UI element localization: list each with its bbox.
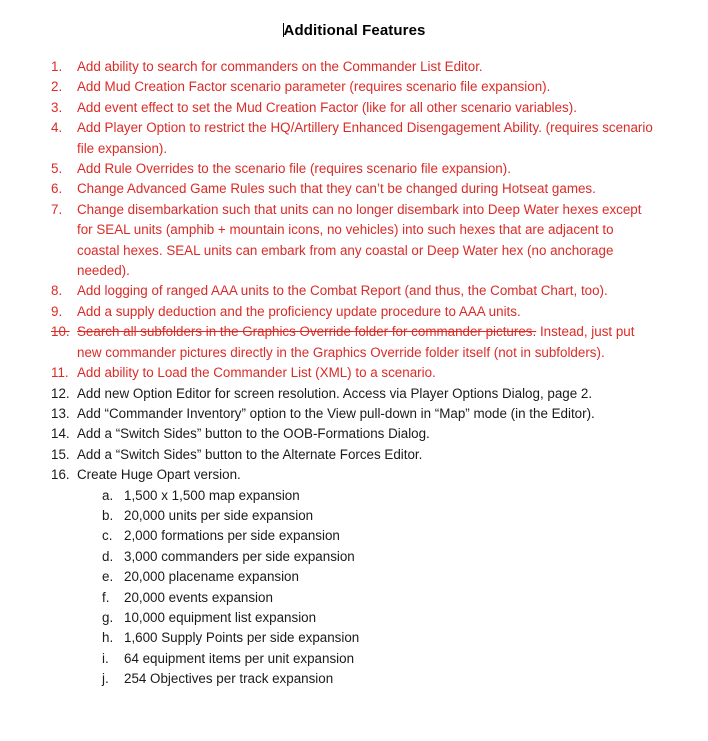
sub-list-item-marker: j. [102,671,109,687]
sub-list-item-text: 10,000 equipment list expansion [124,609,317,625]
sub-list-item-marker: b. [102,507,114,523]
list-item-marker: 4. [51,120,63,136]
list-item [0,363,708,383]
list-item-marker: 5. [51,161,63,177]
sub-list-item-marker: i. [102,650,109,666]
list-item-text: Add logging of ranged AAA units to the Combat Report (and thus, the Combat Chart, too). [77,283,608,299]
sub-list-item-text: 3,000 commanders per side expansion [124,548,355,564]
sub-list-item-text: 20,000 placename expansion [124,569,299,585]
list-item [0,118,708,159]
list-item [0,384,708,404]
list-item-text: Add new Option Editor for screen resolution. Access via Player Options Dialog, page 2. [77,385,593,401]
struck-text: Search all subfolders in the Graphics Override folder for commander pictures. [77,324,537,340]
list-item [0,424,708,444]
list-item-marker: 10. [51,324,70,340]
list-item-marker: 7. [51,201,63,217]
list-item-marker: 2. [51,79,63,95]
list-item [0,57,708,77]
list-item [0,200,708,282]
sub-list-item-marker: g. [102,609,114,625]
page-title-text: Additional Features [283,22,426,39]
list-item-text: Add event effect to set the Mud Creation Factor (like for all other scenario variables). [77,99,577,115]
additional-features-list [0,57,708,690]
sub-list-item-marker: d. [102,548,114,564]
list-item-text: Add a “Switch Sides” button to the OOB-Formations Dialog. [77,426,430,442]
list-item-text [77,322,656,363]
sub-list-item [0,547,708,567]
list-item-marker: 12. [51,385,70,401]
sub-list-item [0,567,708,587]
sub-list-item-marker: c. [102,528,113,544]
list-item-marker: 3. [51,99,63,115]
list-item-text: Add ability to search for commanders on the Commander List Editor. [77,59,483,74]
sub-list-item [0,669,708,689]
list-item [0,445,708,465]
list-item-text: Add a supply deduction and the proficiency update procedure to AAA units. [77,303,521,319]
sub-list-item [0,526,708,546]
page-title [0,22,708,40]
sub-list-item [0,649,708,669]
list-item-marker: 16. [51,467,70,483]
sub-list-item-marker: e. [102,569,114,585]
list-item-struck [0,322,708,363]
list-item-marker: 15. [51,446,70,462]
sub-list-item [0,506,708,526]
list-item-marker: 1. [51,59,63,74]
list-item-text: Add a “Switch Sides” button to the Alternate Forces Editor. [77,446,423,462]
list-item-text: Change disembarkation such that units can no longer disembark into Deep Water hexes except for SEAL units (amphib + mountain icons, no vehicles) into such hexes that are adjacent to coastal hexes. SEAL units can embark from any coastal or Deep Water hex (no anchorage needed). [77,201,642,279]
list-item [0,281,708,301]
sub-list-item-text: 2,000 formations per side expansion [124,528,340,544]
sub-list-item [0,628,708,648]
sub-list-item-marker: h. [102,630,114,646]
sub-list-item-text: 1,600 Supply Points per side expansion [124,630,360,646]
list-item-text: Create Huge Opart version. [77,467,241,483]
list-item [0,179,708,199]
huge-opart-sublist [0,486,708,690]
sub-list-item-text: 1,500 x 1,500 map expansion [124,487,300,503]
list-item [0,404,708,424]
list-item-text: Add Mud Creation Factor scenario parameter (requires scenario file expansion). [77,79,551,95]
list-item-text: Add ability to Load the Commander List (XML) to a scenario. [77,365,436,381]
sub-list-item [0,588,708,608]
sub-list-item-marker: a. [102,487,114,503]
list-item-text: Change Advanced Game Rules such that they can’t be changed during Hotseat games. [77,181,596,197]
sub-list-item-text: 20,000 events expansion [124,589,273,605]
list-item-marker: 14. [51,426,70,442]
sub-list-item-text: 64 equipment items per unit expansion [124,650,355,666]
list-item-text: Add “Commander Inventory” option to the View pull-down in “Map” mode (in the Editor). [77,405,595,421]
list-item [0,98,708,118]
list-item-text: Add Player Option to restrict the HQ/Artillery Enhanced Disengagement Ability. (requires scenario file expansion). [77,120,653,156]
list-item-marker: 8. [51,283,63,299]
replacement-text: Instead, just put new commander pictures directly in the Graphics Override folder itself (not in subfolders). [77,324,635,360]
list-item [0,159,708,179]
list-item-marker: 13. [51,405,70,421]
sub-list-item [0,608,708,628]
list-item-marker: 6. [51,181,63,197]
list-item [0,77,708,97]
list-item [0,465,708,485]
list-item-text: Add Rule Overrides to the scenario file (requires scenario file expansion). [77,161,511,177]
list-item [0,302,708,322]
sub-list-item-text: 20,000 units per side expansion [124,507,314,523]
sub-list-item [0,486,708,506]
list-item-marker: 11. [51,365,69,381]
sub-list-item-text: 254 Objectives per track expansion [124,671,334,687]
list-item-marker: 9. [51,303,63,319]
sub-list-item-marker: f. [102,589,110,605]
